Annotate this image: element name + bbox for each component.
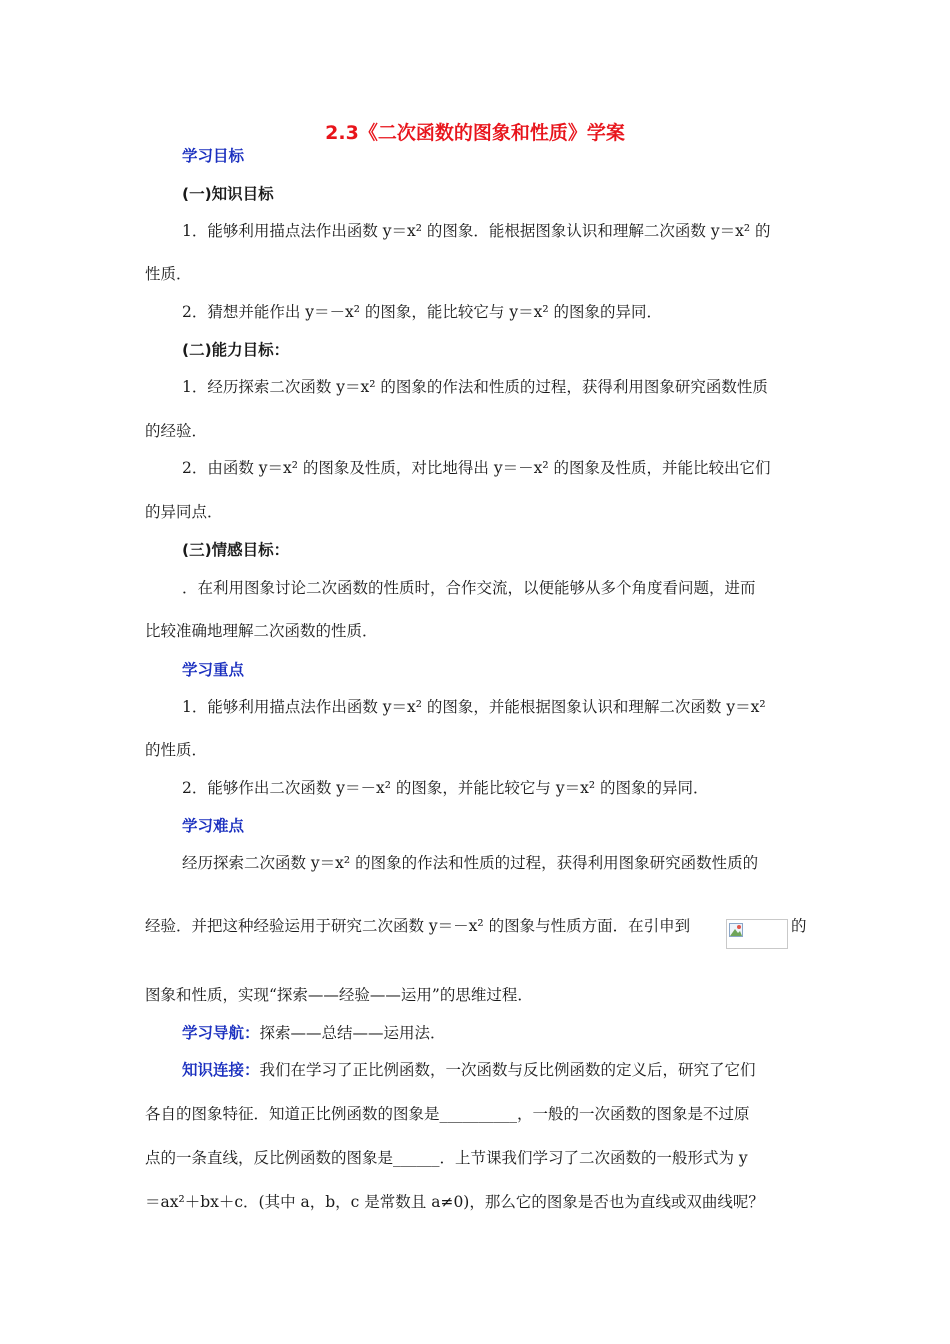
ability-item-1-line-1: 1．经历探索二次函数 y＝x² 的图象的作法和性质的过程，获得利用图象研究函数性质 xyxy=(182,378,768,396)
knowledge-connection-line-4: ＝ax²＋bx＋c．(其中 a，b，c 是常数且 a≠0)，那么它的图象是否也为直线或双曲线呢？ xyxy=(145,1193,764,1211)
heading-difficulties: 学习难点 xyxy=(182,817,245,835)
difficulty-line-3: 图象和性质，实现“探索——经验——运用”的思维过程． xyxy=(145,986,533,1004)
heading-learning-objectives: 学习目标 xyxy=(182,147,245,165)
heading-knowledge-objectives: (一)知识目标 xyxy=(182,185,274,203)
difficulty-line-2-tail: 的 xyxy=(791,917,807,935)
knowledge-item-1-line-1: 1．能够利用描点法作出函数 y＝x² 的图象．能根据图象认识和理解二次函数 y＝x² 的 xyxy=(182,222,771,240)
difficulty-line-2: 经验．并把这种经验运用于研究二次函数 y＝－x² 的图象与性质方面．在引申到 xyxy=(145,917,691,935)
ability-item-2-line-2: 的异同点． xyxy=(145,503,223,521)
heading-ability-objectives: (二)能力目标： xyxy=(182,341,290,359)
knowledge-connection-line-1 xyxy=(182,1060,756,1080)
embedded-formula-image xyxy=(726,919,788,949)
heading-key-points: 学习重点 xyxy=(182,661,245,679)
knowledge-connection-line-3: 点的一条直线，反比例函数的图象是______．上节课我们学习了二次函数的一般形式为 y xyxy=(145,1149,748,1167)
document-title: 2.3《二次函数的图象和性质》学案 xyxy=(325,122,625,144)
ability-item-1-line-2: 的经验． xyxy=(145,422,208,440)
heading-emotion-objectives: (三)情感目标： xyxy=(182,541,290,559)
knowledge-connection-label: 知识连接： xyxy=(182,1061,260,1079)
learning-navigation-text: 探索——总结——运用法． xyxy=(259,1024,446,1042)
key-point-1-line-1: 1．能够利用描点法作出函数 y＝x² 的图象，并能根据图象认识和理解二次函数 y＝x² xyxy=(182,698,766,716)
emotion-item-line-1: ．在利用图象讨论二次函数的性质时，合作交流，以便能够从多个角度看问题，进而 xyxy=(182,579,756,597)
knowledge-item-2: 2．猜想并能作出 y＝－x² 的图象，能比较它与 y＝x² 的图象的异同． xyxy=(182,303,662,321)
knowledge-item-1-line-2: 性质． xyxy=(145,265,192,283)
broken-image-icon xyxy=(729,923,743,937)
key-point-2: 2．能够作出二次函数 y＝－x² 的图象，并能比较它与 y＝x² 的图象的异同． xyxy=(182,779,709,797)
knowledge-connection-text: 我们在学习了正比例函数，一次函数与反比例函数的定义后，研究了它们 xyxy=(259,1061,756,1079)
learning-navigation xyxy=(182,1023,446,1043)
ability-item-2-line-1: 2．由函数 y＝x² 的图象及性质，对比地得出 y＝－x² 的图象及性质，并能比较出它们 xyxy=(182,459,771,477)
difficulty-line-1: 经历探索二次函数 y＝x² 的图象的作法和性质的过程，获得利用图象研究函数性质的 xyxy=(182,854,759,872)
key-point-1-line-2: 的性质． xyxy=(145,741,208,759)
emotion-item-line-2: 比较准确地理解二次函数的性质． xyxy=(145,622,378,640)
knowledge-connection-line-2: 各自的图象特征．知道正比例函数的图象是__________，一般的一次函数的图象是不过原 xyxy=(145,1105,750,1123)
learning-navigation-label: 学习导航： xyxy=(182,1024,260,1042)
